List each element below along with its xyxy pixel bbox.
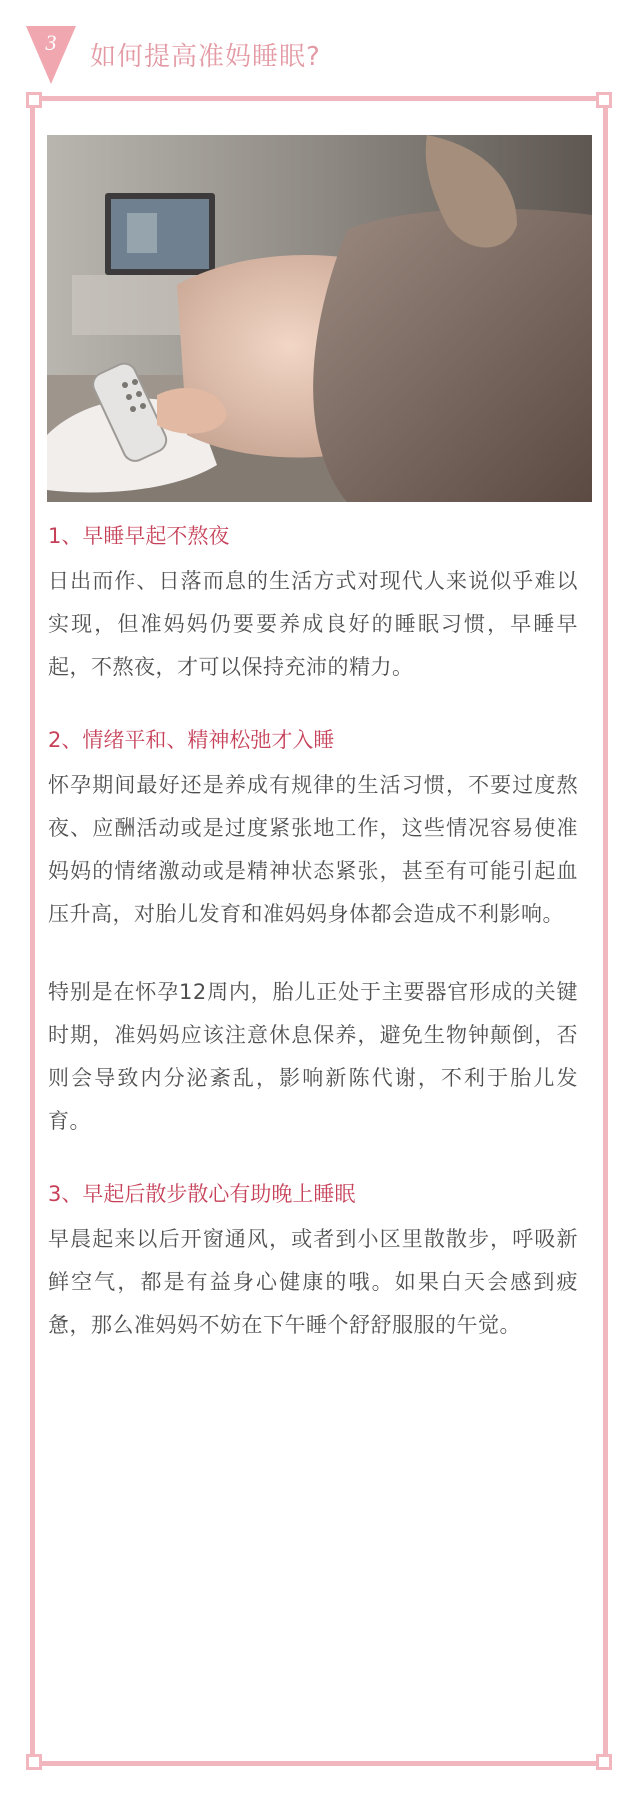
section-2 (48, 724, 578, 1143)
frame-corner-top-right (596, 92, 612, 108)
frame-corner-top-left (26, 92, 42, 108)
paragraph: 怀孕期间最好还是养成有规律的生活习惯，不要过度熬夜、应酬活动或是过度紧张地工作，这些情况容易使准妈妈的情绪激动或是精神状态紧张，甚至有可能引起血压升高，对胎儿发育和准妈妈身体都会造成不利影响。 (48, 773, 578, 926)
number-badge: 3 (45, 30, 57, 55)
section-title: 3、早起后散步散心有助晚上睡眠 (48, 1182, 356, 1206)
section-3 (48, 1178, 578, 1347)
article-photo (47, 135, 592, 502)
page-title: 如何提高准妈睡眠? (90, 42, 321, 72)
paragraph: 特别是在怀孕12周内，胎儿正处于主要器官形成的关键时期，准妈妈应该注意休息保养，避免生物钟颠倒，否则会导致内分泌紊乱，影响新陈代谢，不利于胎儿发育。 (48, 980, 578, 1133)
article-content (48, 520, 578, 1347)
frame-corner-bottom-right (596, 1754, 612, 1770)
paragraph: 早晨起来以后开窗通风，或者到小区里散散步，呼吸新鲜空气，都是有益身心健康的哦。如果白天会感到疲惫，那么准妈妈不妨在下午睡个舒舒服服的午觉。 (48, 1227, 578, 1337)
frame-corner-bottom-left (26, 1754, 42, 1770)
section-title: 2、情绪平和、精神松弛才入睡 (48, 728, 335, 752)
section-1 (48, 520, 578, 689)
section-title: 1、早睡早起不熬夜 (48, 524, 230, 548)
section-header (0, 0, 640, 96)
paragraph: 日出而作、日落而息的生活方式对现代人来说似乎难以实现，但准妈妈仍要要养成良好的睡眠习惯，早睡早起，不熬夜，才可以保持充沛的精力。 (48, 569, 578, 679)
